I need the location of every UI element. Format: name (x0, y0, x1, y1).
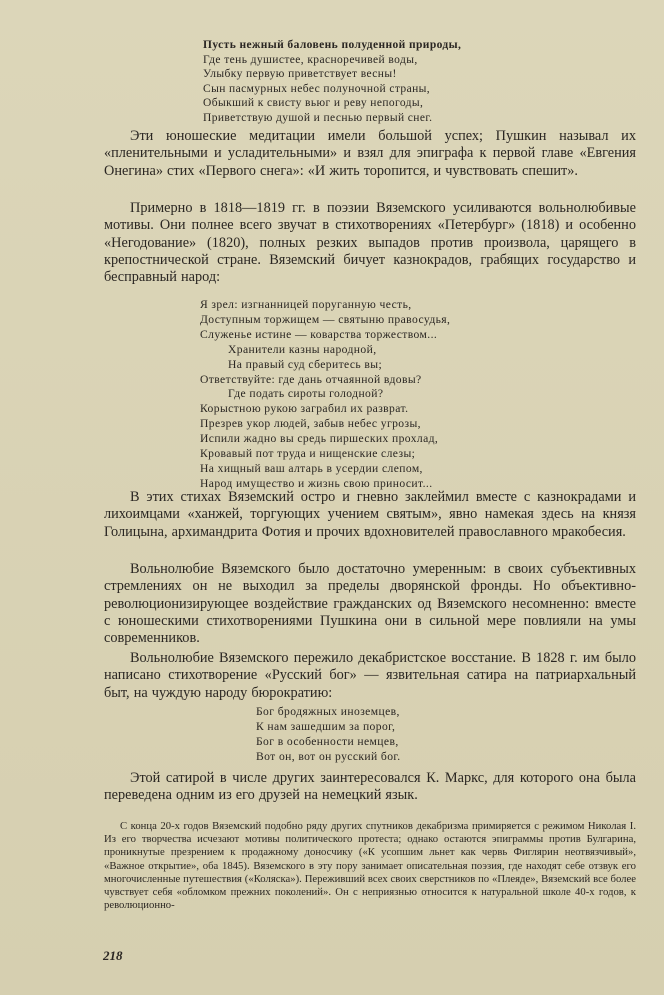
poem-line: Народ имущество и жизнь свою приносит... (200, 476, 433, 490)
poem-line: Обыкший к свисту вьюг и реву непогоды, (203, 97, 424, 110)
poem-line: Пусть нежный баловень полуденной природы, (203, 39, 462, 51)
poem-bottom (256, 705, 401, 765)
poem-top (203, 38, 461, 126)
poem-line: Кровавый пот труда и нищенские слезы; (200, 447, 416, 461)
poem-line: На хищный ваш алтарь в усердии слепом, (200, 461, 423, 475)
poem-line: Приветствую душой и песнью первый снег. (203, 111, 433, 124)
poem-line: Корыстною рукою заграбил их разврат. (200, 402, 409, 416)
paragraph-3: В этих стихах Вяземский остро и гневно заклеймил вместе с казнокрадами и лихоимцами «ханжей, торгующих учением святым», явно намекая здесь на князя Голицына, архимандрита Фотия и прочих вдохновителей православного мракобесия. (104, 489, 636, 540)
paragraph-2: Примерно в 1818—1819 гг. в поэзии Вяземского усиливаются вольнолюбивые мотивы. Они полнее всего звучат в стихотворениях «Петербург» (1818) и особенно «Негодование» (1820), полных резких выпадов против произвола, царящего в крепостнической стране. Вяземский бичует казнокрадов, грабящих государство и бесправный народ: (104, 200, 636, 286)
paragraph-4: Вольнолюбие Вяземского было достаточно умеренным: в своих субъективных стремлениях он не выходил за пределы дворянской фронды. Но объективно-революционизирующее воздействие гражданских од Вяземского несомненно: вместе с юношескими стихотворениями Пушкина они в сильной мере повлияли на умы современников. (104, 561, 636, 647)
poem-line: Где подать сироты голодной? (228, 387, 384, 401)
footnote-paragraph: С конца 20-х годов Вяземский подобно ряду других спутников декабризма примиряется с режимом Николая I. Из его творчества исчезают мотивы политического протеста; однако остаются эпиграммы против Булгарина, проникнутые презрением к продажному доносчику («К усопшим льнет как червь Фиглярин неотвязчивый», «Важное открытие», оба 1845). Вяземского в эту пору занимает описательная поэзия, где находят себе отзвук его многочисленные путешествия («Коляска»). Переживший всех своих сверстников по «Плеяде», Вяземский все более чувствует себя «обломком прежних поколений». Он с неприязнью относится к натуральной школе 40-х годов, к революционно- (104, 820, 636, 912)
poem-line: Испили жадно вы средь пиршеских прохлад, (200, 432, 439, 446)
poem-line: Бог бродяжных иноземцев, (256, 705, 400, 718)
paragraph-5: Вольнолюбие Вяземского пережило декабристское восстание. В 1828 г. им было написано стихотворение «Русский бог» — язвительная сатира на патриархальный быт, на чуждую народу бюрократию: (104, 650, 636, 701)
poem-middle (200, 298, 450, 492)
poem-line: Хранители казны народной, (228, 342, 377, 356)
poem-line: Презрев укор людей, забыв небес угрозы, (200, 417, 421, 431)
poem-line: Сын пасмурных небес полуночной страны, (203, 82, 431, 95)
poem-line: Вот он, вот он русский бог. (256, 749, 401, 763)
poem-line: На правый суд сберитесь вы; (228, 357, 383, 371)
poem-line: Улыбку первую приветствует весны! (203, 68, 397, 81)
poem-line: Ответствуйте: где дань отчаянной вдовы? (200, 372, 422, 386)
poem-line: Я зрел: изгнанницей поруганную честь, (200, 298, 412, 311)
poem-line: Где тень душистее, красноречивей воды, (203, 53, 418, 66)
paragraph-6: Этой сатирой в числе других заинтересовался К. Маркс, для которого она была переведена одним из его друзей на немецкий язык. (104, 770, 636, 804)
poem-line: Бог в особенности немцев, (256, 734, 399, 748)
page-number: 218 (103, 948, 123, 963)
poem-line: Служенье истине — коварства торжеством... (200, 327, 438, 341)
poem-line: К нам зашедшим за порог, (256, 719, 396, 733)
paragraph-1: Эти юношеские медитации имели большой успех; Пушкин называл их «пленительными и усладительными» и взял для эпиграфа к первой главе «Евгения Онегина» стих «Первого снега»: «И жить торопится, и чувствовать спешит». (104, 128, 636, 179)
poem-line: Доступным торжищем — святыню правосудья, (200, 312, 451, 326)
